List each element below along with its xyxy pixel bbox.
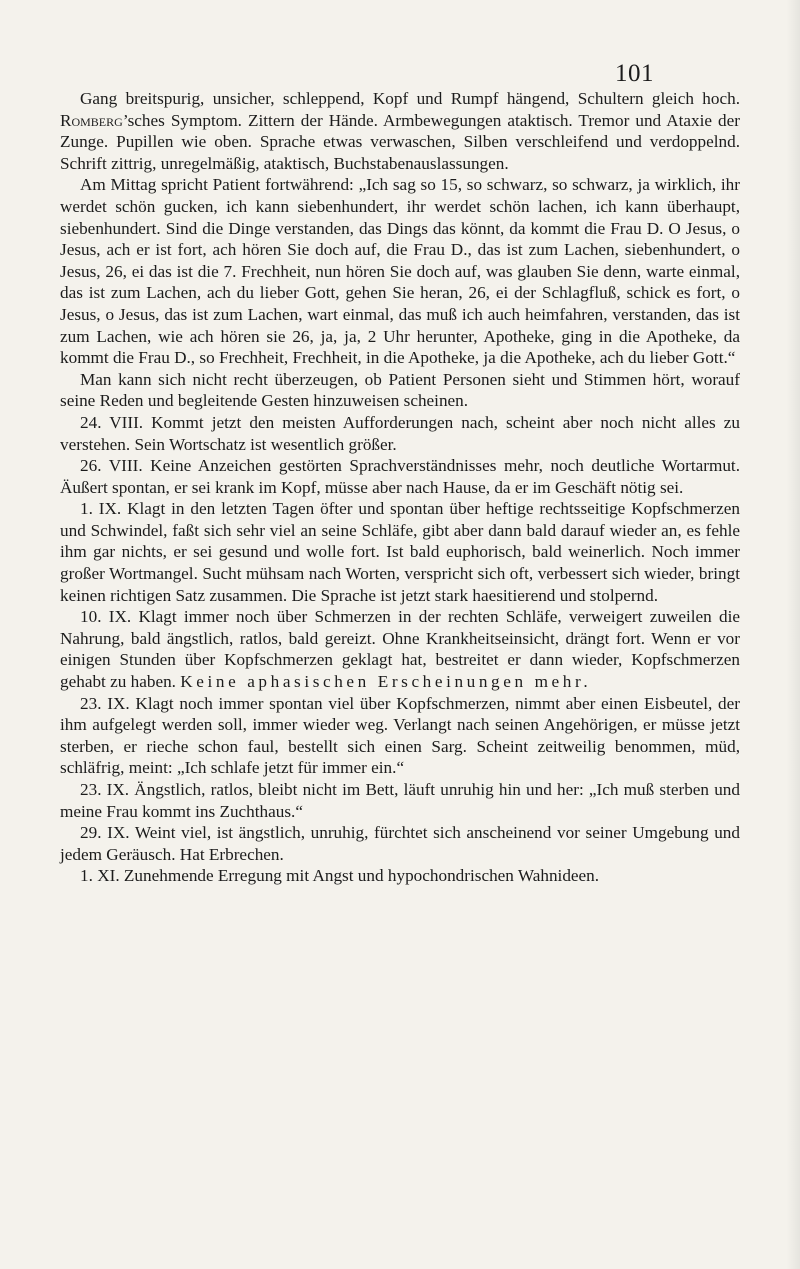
paragraph-entry: 1. XI. Zunehmende Erregung mit Angst und hypochondrischen Wahnideen.	[80, 866, 600, 886]
paragraph-observation: Man kann sich nicht recht überzeugen, ob Patient Personen sieht und Stimmen hört, worauf seine Reden und begleitende Gesten hinzuweisen scheinen.	[60, 369, 740, 411]
paragraph-entry	[60, 606, 740, 692]
page-edge-shadow	[786, 0, 800, 1269]
paragraph-text: 10. IX. Klagt immer noch über Schmerzen in der rechten Schläfe, verweigert zuweilen die Nahrung, bald ängstlich, ratlos, bald gereizt. Ohne Krankheitseinsicht, drängt fort. Wenn er vor einigen Stunden über Kopfschmerzen geklagt hat, bestreitet er dann wieder, Kopfschmerzen gehabt zu haben.	[60, 607, 740, 692]
paragraph-speech: Am Mittag spricht Patient fortwährend: „Ich sag so 15, so schwarz, so schwarz, ja wirklich, ihr werdet schön gucken, ich kann siebenhundert, ihr werdet schön lachen, ich kann überhaupt, siebenhundert. Sind die Dinge verstanden, das Dings das könnt, da kommt die Frau D. O Jesus, o Jesus, ach er ist fort, ach hören Sie doch auf, die Frau D., das ist zum Lachen, siebenhundert, o Jesus, 26, ei das ist die 7. Frechheit, nun hören Sie doch auf, was glauben Sie denn, warte einmal, das ist zum Lachen, ach du lieber Gott, gehen Sie heran, 26, ei der Schlagfluß, schick es fort, o Jesus, o Jesus, das ist zum Lachen, wart einmal, das muß ich auch heimfahren, verstanden, das ist zum Lachen, wie ach hören sie 26, ja, ja, 2 Uhr herunter, Apotheke, ging in die Apotheke, da kommt die Frau D., so Frechheit, Frechheit, in die Apotheke, ja die Apotheke, ach du lieber Gott.“	[60, 175, 740, 368]
body-text	[60, 88, 740, 887]
paragraph-entry: 24. VIII. Kommt jetzt den meisten Aufforderungen nach, scheint aber noch nicht alles zu verstehen. Sein Wortschatz ist wesentlich größer.	[60, 412, 740, 454]
paragraph-entry: 29. IX. Weint viel, ist ängstlich, unruhig, fürchtet sich anscheinend vor seiner Umgebung und jedem Geräusch. Hat Erbrechen.	[60, 823, 740, 864]
paragraph-text: ’sches Symptom. Zittern der Hände. Armbewegungen ataktisch. Tremor und Ataxie der Zunge. Pupillen wie oben. Sprache etwas verwaschen, Silben verschleifend und verdoppelnd. Schrift zittrig, unregelmäßig, ataktisch, Buchstabenauslassungen.	[60, 110, 740, 173]
paragraph-entry: 26. VIII. Keine Anzeichen gestörten Sprachverständnisses mehr, noch deutliche Wortarmut. Äußert spontan, er sei krank im Kopf, müsse aber nach Hause, da er im Geschäft nötig sei.	[60, 456, 740, 497]
page-number: 101	[615, 60, 654, 87]
author-name: Romberg	[60, 110, 123, 130]
emphasized-text: Keine aphasischen Erscheinungen mehr.	[180, 672, 592, 692]
paragraph-entry: 23. IX. Ängstlich, ratlos, bleibt nicht im Bett, läuft unruhig hin und her: „Ich muß sterben und meine Frau kommt ins Zuchthaus.“	[60, 780, 740, 821]
paragraph-text: Gang breitspurig, unsicher, schleppend, Kopf und Rumpf hängend, Schultern gleich hoch.	[80, 89, 740, 108]
paragraph-entry: 23. IX. Klagt noch immer spontan viel über Kopfschmerzen, nimmt aber einen Eisbeutel, der ihm aufgelegt werden soll, immer wieder weg. Verlangt nach seinen Angehörigen, er müsse jetzt sterben, er rieche schon faul, bestellt sich einen Sarg. Scheint zeitweilig benommen, müd, schläfrig, meint: „Ich schlafe jetzt für immer ein.“	[60, 693, 740, 778]
paragraph-gait	[60, 88, 740, 174]
paragraph-entry: 1. IX. Klagt in den letzten Tagen öfter und spontan über heftige rechtsseitige Kopfschmerzen und Schwindel, faßt sich sehr viel an seine Schläfe, gibt aber dann bald darauf wieder an, es fehle ihm gar nichts, er sei gesund und wolle fort. Ist bald euphorisch, bald weinerlich. Noch immer großer Wortmangel. Sucht mühsam nach Worten, verspricht sich oft, verbessert sich wieder, bringt keinen richtigen Satz zusammen. Die Sprache ist jetzt stark haesitierend und stolpernd.	[60, 499, 740, 605]
